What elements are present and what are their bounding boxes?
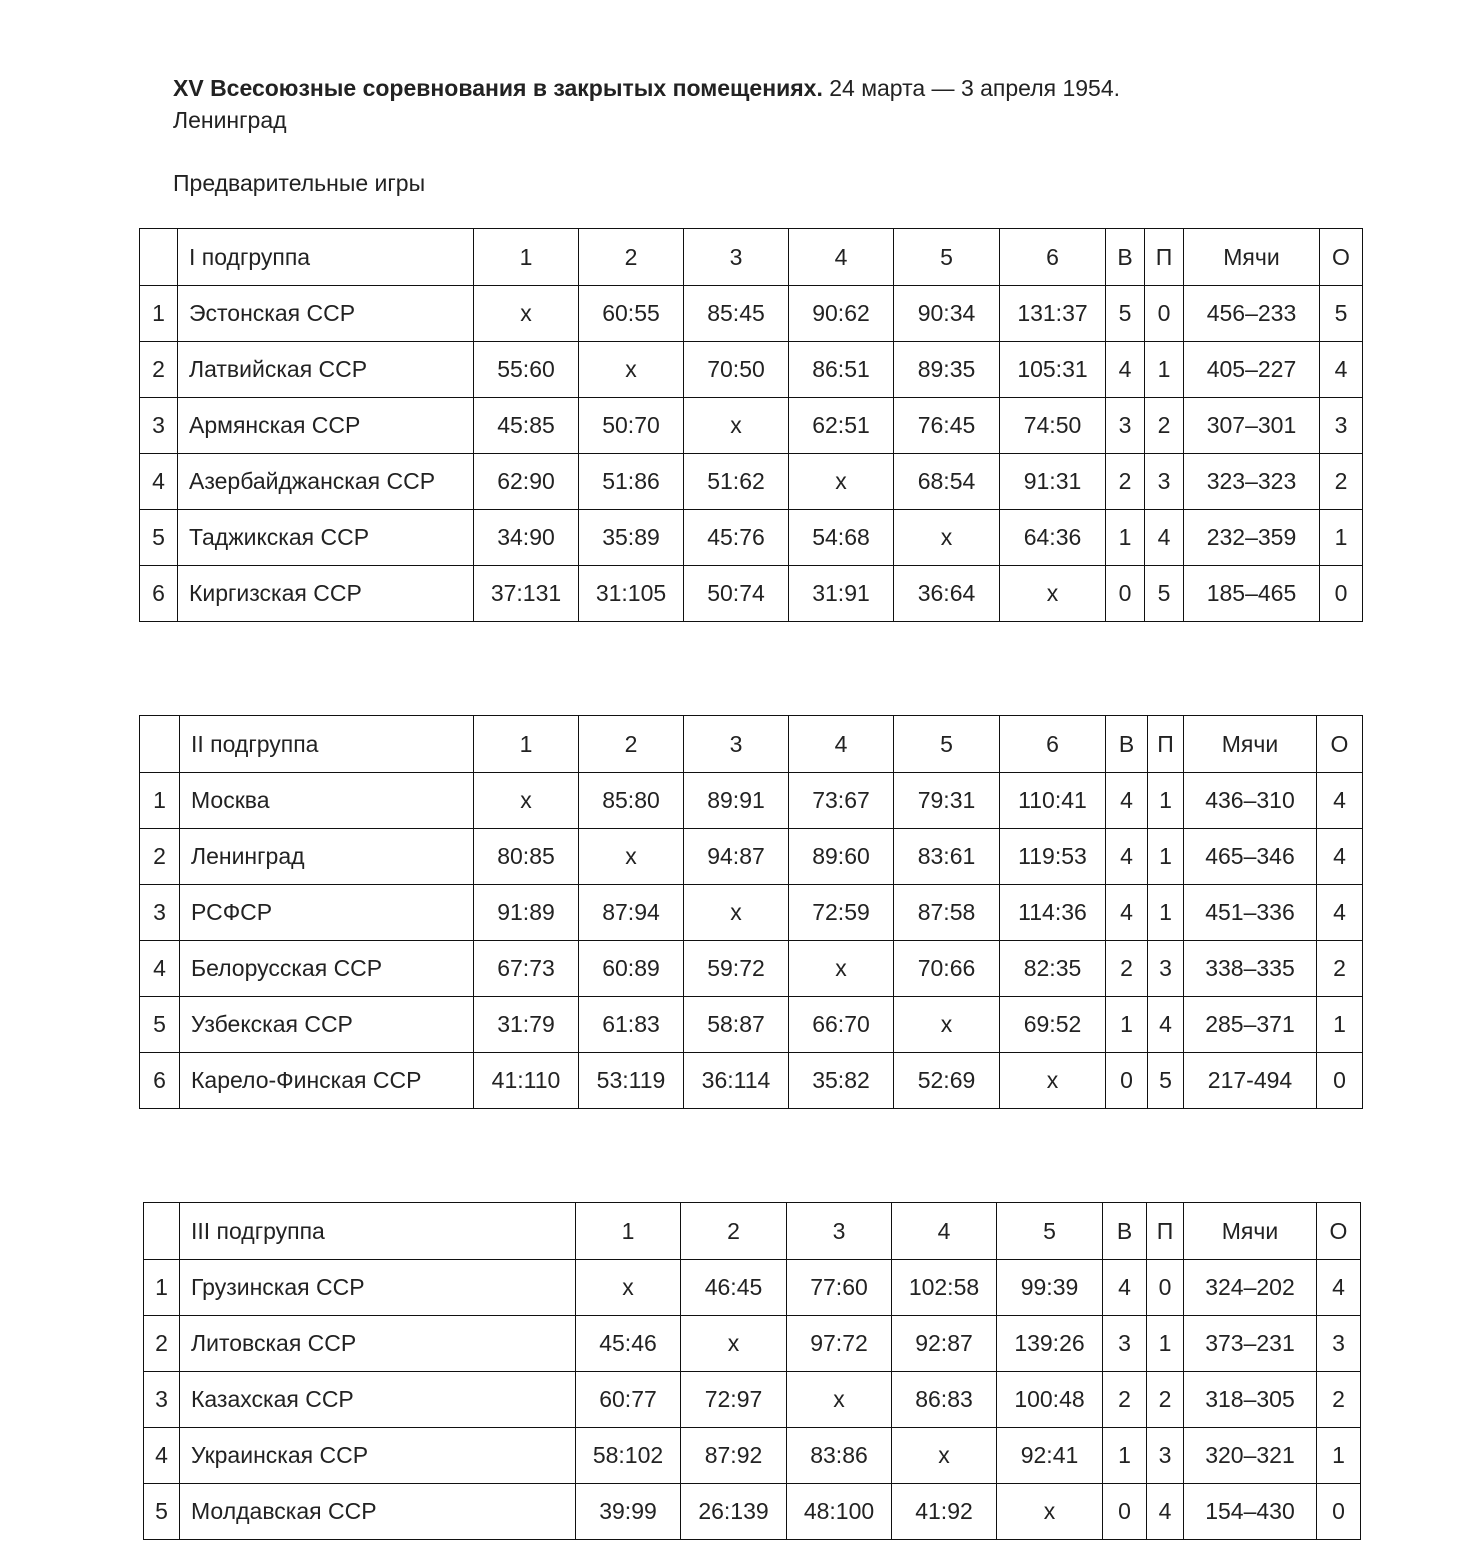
table-cell: 99:39 xyxy=(997,1260,1103,1316)
team-name-cell: Грузинская ССР xyxy=(180,1260,576,1316)
header-cell: III подгруппа xyxy=(180,1203,576,1260)
table-cell: 62:51 xyxy=(789,398,894,454)
table-cell: 1 xyxy=(1148,773,1184,829)
table-cell: 0 xyxy=(1147,1260,1184,1316)
table-cell: 51:62 xyxy=(684,454,789,510)
table-header-row xyxy=(140,229,1363,286)
table-cell: 73:67 xyxy=(789,773,894,829)
table-cell: 217-494 xyxy=(1184,1053,1317,1109)
header-cell: Мячи xyxy=(1184,716,1317,773)
table-cell: 1 xyxy=(1106,510,1145,566)
table-cell: 285–371 xyxy=(1184,997,1317,1053)
header-cell: Мячи xyxy=(1184,1203,1317,1260)
table-cell: 0 xyxy=(1317,1484,1361,1540)
table-cell: 59:72 xyxy=(684,941,789,997)
table-cell: 232–359 xyxy=(1184,510,1320,566)
header-cell: 1 xyxy=(576,1203,681,1260)
header-cell: О xyxy=(1317,1203,1361,1260)
table-cell: 92:87 xyxy=(892,1316,997,1372)
table-cell: 4 xyxy=(1317,829,1363,885)
team-name-cell: Москва xyxy=(180,773,474,829)
table-cell: 87:92 xyxy=(681,1428,787,1484)
table-cell: 1 xyxy=(1103,1428,1147,1484)
table-cell: 4 xyxy=(1317,773,1363,829)
table-cell: 97:72 xyxy=(787,1316,892,1372)
header-cell: 4 xyxy=(789,229,894,286)
table-cell: 185–465 xyxy=(1184,566,1320,622)
table-cell: 405–227 xyxy=(1184,342,1320,398)
table-cell: 35:89 xyxy=(579,510,684,566)
header-cell: 2 xyxy=(579,716,684,773)
table-cell: 1 xyxy=(1148,829,1184,885)
table-cell: 5 xyxy=(1320,286,1363,342)
table-cell: 320–321 xyxy=(1184,1428,1317,1484)
table-cell: 465–346 xyxy=(1184,829,1317,885)
table-row xyxy=(144,1428,1361,1484)
table-cell: 3 xyxy=(144,1372,180,1428)
table-cell: 41:110 xyxy=(474,1053,579,1109)
table-cell: 4 xyxy=(1106,342,1145,398)
table-cell: x xyxy=(681,1316,787,1372)
table-cell: 86:83 xyxy=(892,1372,997,1428)
header-cell: 5 xyxy=(997,1203,1103,1260)
table-cell: 58:87 xyxy=(684,997,789,1053)
table-cell: 2 xyxy=(1103,1372,1147,1428)
table-row xyxy=(140,566,1363,622)
team-name-cell: Белорусская ССР xyxy=(180,941,474,997)
table-row xyxy=(140,286,1363,342)
table-cell: 69:52 xyxy=(1000,997,1106,1053)
table-cell: x xyxy=(576,1260,681,1316)
table-cell: 41:92 xyxy=(892,1484,997,1540)
table-cell: 55:60 xyxy=(474,342,579,398)
table-cell: 58:102 xyxy=(576,1428,681,1484)
table-cell: 4 xyxy=(1106,885,1148,941)
table-cell: x xyxy=(892,1428,997,1484)
team-name-cell: Карело-Финская ССР xyxy=(180,1053,474,1109)
table-row xyxy=(140,997,1363,1053)
table-cell: 1 xyxy=(1145,342,1184,398)
table-cell: 1 xyxy=(140,773,180,829)
table-row xyxy=(144,1260,1361,1316)
header-cell: 1 xyxy=(474,229,579,286)
header-cell: П xyxy=(1147,1203,1184,1260)
team-name-cell: Эстонская ССР xyxy=(178,286,474,342)
table-cell: 31:91 xyxy=(789,566,894,622)
table-cell: 89:60 xyxy=(789,829,894,885)
table-cell: 36:64 xyxy=(894,566,1000,622)
table-cell: 2 xyxy=(1106,454,1145,510)
table-cell: 1 xyxy=(140,286,178,342)
header-cell: 1 xyxy=(474,716,579,773)
table-cell: 4 xyxy=(1147,1484,1184,1540)
table-cell: 83:61 xyxy=(894,829,1000,885)
table-cell: 85:80 xyxy=(579,773,684,829)
table-cell: 3 xyxy=(140,885,180,941)
heading-city: Ленинград xyxy=(173,107,287,133)
page-heading xyxy=(173,72,1120,136)
header-cell: В xyxy=(1106,229,1145,286)
table-cell: 5 xyxy=(140,510,178,566)
table-cell: 31:105 xyxy=(579,566,684,622)
table-cell: 373–231 xyxy=(1184,1316,1317,1372)
table-cell: x xyxy=(684,885,789,941)
table-row xyxy=(140,454,1363,510)
team-name-cell: Казахская ССР xyxy=(180,1372,576,1428)
header-cell: 6 xyxy=(1000,229,1106,286)
header-cell: 4 xyxy=(789,716,894,773)
header-cell: О xyxy=(1317,716,1363,773)
table-cell: 0 xyxy=(1103,1484,1147,1540)
table-cell: 1 xyxy=(144,1260,180,1316)
table-cell: 60:55 xyxy=(579,286,684,342)
table-cell: 45:46 xyxy=(576,1316,681,1372)
table-cell: 67:73 xyxy=(474,941,579,997)
team-name-cell: Литовская ССР xyxy=(180,1316,576,1372)
table-cell: 5 xyxy=(1148,1053,1184,1109)
table-cell: 2 xyxy=(1317,1372,1361,1428)
table-cell: 4 xyxy=(1148,997,1184,1053)
table-cell: 1 xyxy=(1106,997,1148,1053)
table-cell: 89:91 xyxy=(684,773,789,829)
table-cell: 3 xyxy=(1317,1316,1361,1372)
table-cell: 90:62 xyxy=(789,286,894,342)
table-cell: 3 xyxy=(1148,941,1184,997)
table-cell: 1 xyxy=(1320,510,1363,566)
table-cell: 64:36 xyxy=(1000,510,1106,566)
table-cell: 91:89 xyxy=(474,885,579,941)
table-cell: 3 xyxy=(140,398,178,454)
header-cell: Мячи xyxy=(1184,229,1320,286)
table-cell: 6 xyxy=(140,566,178,622)
table-cell: 77:60 xyxy=(787,1260,892,1316)
group-table-3 xyxy=(143,1202,1361,1540)
table-cell: 3 xyxy=(1103,1316,1147,1372)
team-name-cell: Таджикская ССР xyxy=(178,510,474,566)
table-cell: 92:41 xyxy=(997,1428,1103,1484)
table-cell: 5 xyxy=(1145,566,1184,622)
table-cell: 6 xyxy=(140,1053,180,1109)
table-cell: 70:50 xyxy=(684,342,789,398)
table-cell: 70:66 xyxy=(894,941,1000,997)
table-cell: 2 xyxy=(1147,1372,1184,1428)
table-cell: 53:119 xyxy=(579,1053,684,1109)
table-cell: 79:31 xyxy=(894,773,1000,829)
table-cell: 82:35 xyxy=(1000,941,1106,997)
table-cell: 1 xyxy=(1317,997,1363,1053)
table-cell: 26:139 xyxy=(681,1484,787,1540)
table-cell: 436–310 xyxy=(1184,773,1317,829)
table-cell: 1 xyxy=(1148,885,1184,941)
team-name-cell: Латвийская ССР xyxy=(178,342,474,398)
table-cell: 139:26 xyxy=(997,1316,1103,1372)
table-cell: x xyxy=(474,286,579,342)
header-cell: В xyxy=(1103,1203,1147,1260)
table-cell: 4 xyxy=(1106,773,1148,829)
table-cell: 60:77 xyxy=(576,1372,681,1428)
table-cell: 94:87 xyxy=(684,829,789,885)
header-cell: 3 xyxy=(787,1203,892,1260)
table-cell: 86:51 xyxy=(789,342,894,398)
table-cell: 37:131 xyxy=(474,566,579,622)
table-cell: 72:59 xyxy=(789,885,894,941)
table-cell: 74:50 xyxy=(1000,398,1106,454)
table-cell: x xyxy=(789,454,894,510)
table-cell: x xyxy=(1000,566,1106,622)
table-cell: 4 xyxy=(1145,510,1184,566)
table-cell: 154–430 xyxy=(1184,1484,1317,1540)
table-cell: 2 xyxy=(140,342,178,398)
table-cell: x xyxy=(789,941,894,997)
table-cell: 90:34 xyxy=(894,286,1000,342)
table-cell: 0 xyxy=(1106,1053,1148,1109)
table-cell: 2 xyxy=(1320,454,1363,510)
table-cell: 2 xyxy=(144,1316,180,1372)
table-cell: 3 xyxy=(1320,398,1363,454)
table-cell: x xyxy=(894,997,1000,1053)
table-cell: 66:70 xyxy=(789,997,894,1053)
table-cell: 2 xyxy=(1317,941,1363,997)
table-cell: 51:86 xyxy=(579,454,684,510)
table-row xyxy=(140,398,1363,454)
table-cell: 4 xyxy=(1103,1260,1147,1316)
table-row xyxy=(140,941,1363,997)
table-cell: 3 xyxy=(1147,1428,1184,1484)
table-cell: 50:70 xyxy=(579,398,684,454)
table-cell: 3 xyxy=(1145,454,1184,510)
table-cell: 34:90 xyxy=(474,510,579,566)
header-cell: 3 xyxy=(684,716,789,773)
table-cell: 4 xyxy=(1317,885,1363,941)
table-cell: 4 xyxy=(144,1428,180,1484)
table-cell: 4 xyxy=(140,454,178,510)
table-cell: 85:45 xyxy=(684,286,789,342)
table-cell: 80:85 xyxy=(474,829,579,885)
table-row xyxy=(144,1316,1361,1372)
section-subtitle: Предварительные игры xyxy=(173,170,426,196)
table-cell: 318–305 xyxy=(1184,1372,1317,1428)
table-cell: x xyxy=(1000,1053,1106,1109)
table-cell: 114:36 xyxy=(1000,885,1106,941)
table-cell: 0 xyxy=(1145,286,1184,342)
group-table-2 xyxy=(139,715,1363,1109)
header-cell: 2 xyxy=(681,1203,787,1260)
header-cell: I подгруппа xyxy=(178,229,474,286)
table-cell: 83:86 xyxy=(787,1428,892,1484)
table-cell: 0 xyxy=(1320,566,1363,622)
table-cell: 54:68 xyxy=(789,510,894,566)
header-cell: П xyxy=(1148,716,1184,773)
table-cell: 3 xyxy=(1106,398,1145,454)
header-cell: В xyxy=(1106,716,1148,773)
table-cell: 307–301 xyxy=(1184,398,1320,454)
table-cell: 2 xyxy=(1145,398,1184,454)
table-cell: 35:82 xyxy=(789,1053,894,1109)
table-cell: 45:76 xyxy=(684,510,789,566)
header-cell xyxy=(140,716,180,773)
table-row xyxy=(140,510,1363,566)
table-cell: 4 xyxy=(1320,342,1363,398)
table-row xyxy=(140,885,1363,941)
table-header-row xyxy=(144,1203,1361,1260)
table-cell: 105:31 xyxy=(1000,342,1106,398)
table-row xyxy=(140,1053,1363,1109)
group-table-1 xyxy=(139,228,1363,622)
header-cell xyxy=(140,229,178,286)
table-cell: 45:85 xyxy=(474,398,579,454)
table-cell: 110:41 xyxy=(1000,773,1106,829)
table-cell: 102:58 xyxy=(892,1260,997,1316)
table-cell: 5 xyxy=(144,1484,180,1540)
table-cell: 68:54 xyxy=(894,454,1000,510)
heading-title: XV Всесоюзные соревнования в закрытых помещениях. xyxy=(173,75,823,101)
table-cell: 48:100 xyxy=(787,1484,892,1540)
team-name-cell: Армянская ССР xyxy=(178,398,474,454)
team-name-cell: Молдавская ССР xyxy=(180,1484,576,1540)
table-cell: 456–233 xyxy=(1184,286,1320,342)
header-cell: О xyxy=(1320,229,1363,286)
team-name-cell: Азербайджанская ССР xyxy=(178,454,474,510)
table-cell: 76:45 xyxy=(894,398,1000,454)
heading-dates: 24 марта — 3 апреля 1954. xyxy=(822,75,1121,101)
table-cell: 91:31 xyxy=(1000,454,1106,510)
team-name-cell: Украинская ССР xyxy=(180,1428,576,1484)
table-cell: 4 xyxy=(1106,829,1148,885)
table-cell: x xyxy=(997,1484,1103,1540)
table-cell: 4 xyxy=(1317,1260,1361,1316)
table-cell: 119:53 xyxy=(1000,829,1106,885)
table-row xyxy=(144,1372,1361,1428)
table-cell: x xyxy=(684,398,789,454)
table-cell: 62:90 xyxy=(474,454,579,510)
table-header-row xyxy=(140,716,1363,773)
table-cell: 131:37 xyxy=(1000,286,1106,342)
table-cell: 100:48 xyxy=(997,1372,1103,1428)
table-cell: 52:69 xyxy=(894,1053,1000,1109)
header-cell xyxy=(144,1203,180,1260)
table-cell: 323–323 xyxy=(1184,454,1320,510)
table-cell: x xyxy=(579,829,684,885)
table-cell: 0 xyxy=(1106,566,1145,622)
team-name-cell: Ленинград xyxy=(180,829,474,885)
table-cell: 2 xyxy=(1106,941,1148,997)
table-cell: 61:83 xyxy=(579,997,684,1053)
table-cell: 87:58 xyxy=(894,885,1000,941)
table-cell: 89:35 xyxy=(894,342,1000,398)
header-cell: П xyxy=(1145,229,1184,286)
header-cell: 3 xyxy=(684,229,789,286)
header-cell: 2 xyxy=(579,229,684,286)
table-cell: 31:79 xyxy=(474,997,579,1053)
table-cell: 324–202 xyxy=(1184,1260,1317,1316)
team-name-cell: Киргизская ССР xyxy=(178,566,474,622)
team-name-cell: Узбекская ССР xyxy=(180,997,474,1053)
table-cell: 46:45 xyxy=(681,1260,787,1316)
header-cell: 6 xyxy=(1000,716,1106,773)
header-cell: 5 xyxy=(894,229,1000,286)
table-row xyxy=(140,342,1363,398)
header-cell: II подгруппа xyxy=(180,716,474,773)
table-cell: 451–336 xyxy=(1184,885,1317,941)
table-cell: 2 xyxy=(140,829,180,885)
table-cell: 338–335 xyxy=(1184,941,1317,997)
table-cell: 39:99 xyxy=(576,1484,681,1540)
table-cell: 36:114 xyxy=(684,1053,789,1109)
table-cell: 1 xyxy=(1147,1316,1184,1372)
table-cell: 0 xyxy=(1317,1053,1363,1109)
table-cell: 4 xyxy=(140,941,180,997)
table-cell: 50:74 xyxy=(684,566,789,622)
table-cell: 5 xyxy=(140,997,180,1053)
table-cell: 87:94 xyxy=(579,885,684,941)
table-cell: 1 xyxy=(1317,1428,1361,1484)
table-cell: 60:89 xyxy=(579,941,684,997)
table-row xyxy=(140,829,1363,885)
table-cell: 72:97 xyxy=(681,1372,787,1428)
team-name-cell: РСФСР xyxy=(180,885,474,941)
table-row xyxy=(140,773,1363,829)
table-cell: x xyxy=(579,342,684,398)
table-cell: x xyxy=(894,510,1000,566)
header-cell: 5 xyxy=(894,716,1000,773)
table-row xyxy=(144,1484,1361,1540)
header-cell: 4 xyxy=(892,1203,997,1260)
table-cell: 5 xyxy=(1106,286,1145,342)
table-cell: x xyxy=(474,773,579,829)
table-cell: x xyxy=(787,1372,892,1428)
